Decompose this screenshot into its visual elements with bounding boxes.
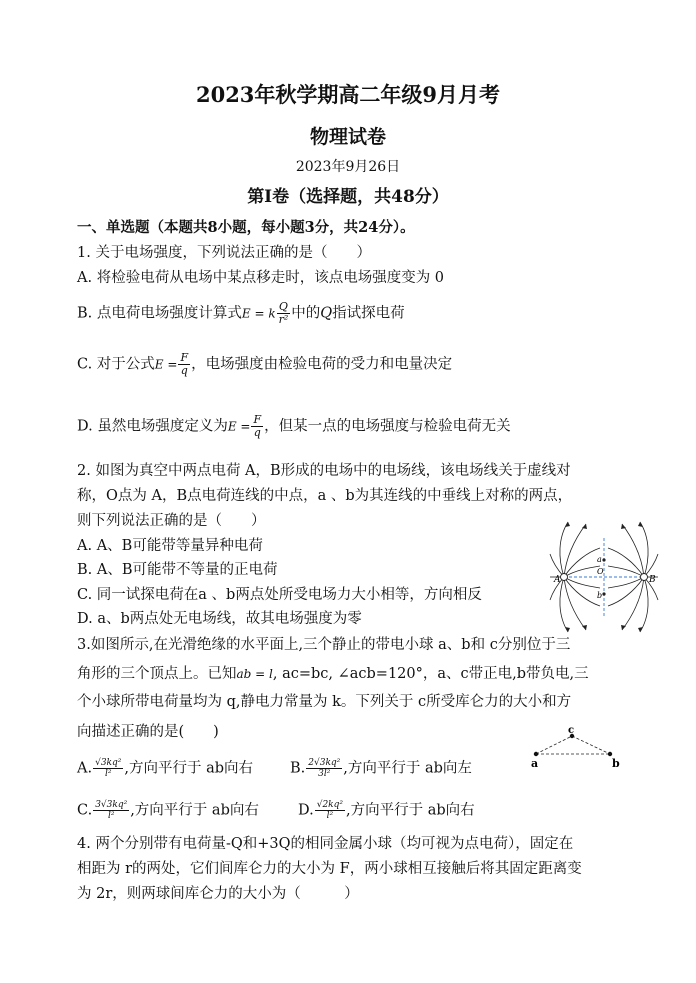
q2-option-d: D. a、b两点处无电场线，故其电场强度为零	[77, 611, 362, 627]
fig2-label-A: A	[554, 575, 561, 585]
q3-a-den: l²	[104, 769, 112, 779]
q1-stem: 1. 关于电场强度，下列说法正确的是（ ）	[77, 245, 371, 261]
q3-a-text: ,方向平行于 ab向右	[124, 760, 254, 777]
q3-b-den: 3l²	[318, 769, 331, 779]
q1-option-a: A. 将检验电荷从电场中某点移走时，该点电场强度变为 0	[77, 270, 445, 286]
q1-b-fraction	[277, 301, 291, 326]
q1-c-prefix: C. 对于公式	[77, 356, 155, 373]
q3-d-label: D.	[298, 802, 314, 819]
q3-option-d	[298, 800, 475, 821]
fig3-label-c: c	[568, 726, 575, 736]
q3-c-den: l²	[107, 811, 115, 821]
q1-d-post: ，但某一点的电场强度与检验电荷无关	[264, 418, 511, 435]
q3-b-fraction	[306, 758, 342, 779]
fig2-label-b: b	[597, 591, 603, 600]
q3-d-text: ,方向平行于 ab向右	[346, 802, 475, 819]
q3-line2-post: , ac=bc, ∠acb=120°，a、c带正电,b带负电,三	[272, 666, 589, 682]
q3-c-fraction	[93, 800, 129, 821]
q3-line2-pre: 角形的三个顶点上。已知	[77, 666, 237, 682]
q3-d-fraction	[315, 800, 345, 821]
q3-b-label: B.	[290, 760, 306, 777]
q3-a-label: A.	[77, 760, 93, 777]
q1-d-lhs: E =	[227, 419, 251, 434]
subject-title: 物理试卷	[309, 126, 386, 148]
q2-line2: 称，O点为 A，B点电荷连线的中点，a 、b为其连线的中垂线上对称的两点，	[77, 488, 573, 504]
q1-option-d	[77, 414, 511, 439]
q1-b-den: r²	[278, 313, 289, 326]
q1-c-den: q	[180, 364, 188, 377]
q3-b-text: ,方向平行于 ab向左	[343, 760, 472, 777]
q3-c-label: C.	[77, 802, 93, 819]
q1-option-b	[77, 301, 405, 326]
q3-option-b	[290, 758, 472, 779]
q3-line3: 个小球所带电荷量均为 q,静电力常量为 k。下列关于 c所受库仑力的大小和方	[77, 694, 572, 710]
q2-line3: 则下列说法正确的是（ ）	[77, 513, 266, 529]
q1-b-post: 中的	[291, 305, 321, 322]
q1-option-c	[77, 352, 452, 377]
q1-b-end: 指试探电荷	[332, 305, 405, 322]
section-heading: 一、单选题（本题共8小题，每小题3分，共24分）。	[77, 219, 415, 236]
q1-d-num: F	[253, 413, 262, 426]
q1-b-q: Q	[320, 305, 333, 322]
q4-line3: 为 2r，则两球间库仑力的大小为（ ）	[77, 886, 359, 902]
part-heading: 第Ⅰ卷（选择题，共48分）	[247, 187, 449, 207]
q3-d-den: l²	[326, 811, 334, 821]
q3-d-num: √2kq²	[316, 800, 344, 810]
q1-b-prefix: B. 点电荷电场强度计算式	[77, 305, 242, 322]
q3-line4: 向描述正确的是( )	[77, 724, 219, 740]
q3-ab-formula: ab = l	[236, 667, 273, 681]
q1-c-num: F	[180, 351, 189, 364]
q2-line1: 2. 如图为真空中两点电荷 A，B形成的电场中的电场线，该电场线关于虚线对	[77, 463, 571, 479]
fig2-label-B: B	[649, 575, 656, 585]
q1-c-post: ，电场强度由检验电荷的受力和电量决定	[191, 356, 453, 373]
triangle-charges-figure	[528, 726, 624, 770]
fig3-label-a: a	[531, 757, 539, 770]
q2-option-b: B. A、B可能带不等量的正电荷	[77, 562, 278, 578]
q3-b-num: 2√3kq²	[308, 758, 341, 768]
fig2-label-O: O	[597, 567, 604, 576]
q3-a-num: √3kq²	[95, 758, 122, 768]
exam-title: 2023年秋学期高二年级9月月考	[195, 82, 501, 107]
q1-d-fraction	[251, 414, 263, 439]
exam-date: 2023年9月26日	[295, 159, 401, 175]
fig2-label-a: a	[597, 555, 602, 564]
q3-c-num: 3√3kq²	[95, 800, 128, 810]
q3-a-fraction	[93, 758, 123, 779]
q3-line1: 3.如图所示,在光滑绝缘的水平面上,三个静止的带电小球 a、b和 c分别位于三	[77, 637, 571, 653]
q3-option-c	[77, 800, 259, 821]
q1-d-prefix: D. 虽然电场强度定义为	[77, 418, 228, 435]
q1-b-num: Q	[277, 301, 291, 314]
q3-c-text: ,方向平行于 ab向右	[130, 802, 259, 819]
q2-option-c: C. 同一试探电荷在a 、b两点处所受电场力大小相等，方向相反	[77, 587, 482, 603]
q2-option-a: A. A、B可能带等量异种电荷	[77, 538, 263, 554]
q1-d-den: q	[253, 426, 261, 439]
electric-field-lines-figure	[548, 518, 660, 636]
q4-line1: 4. 两个分别带有电荷量-Q和+3Q的相同金属小球（均可视为点电荷），固定在	[77, 836, 574, 852]
q4-line2: 相距为 r的两处，它们间库仑力的大小为 F，两小球相互接触后将其固定距离变	[77, 861, 582, 877]
q3-line2	[77, 665, 589, 683]
q1-c-fraction	[178, 352, 190, 377]
q3-option-a	[77, 758, 253, 779]
q1-b-formula-lhs: E = k	[241, 306, 276, 321]
q1-c-lhs: E =	[154, 357, 178, 372]
fig3-label-b: b	[612, 757, 620, 770]
